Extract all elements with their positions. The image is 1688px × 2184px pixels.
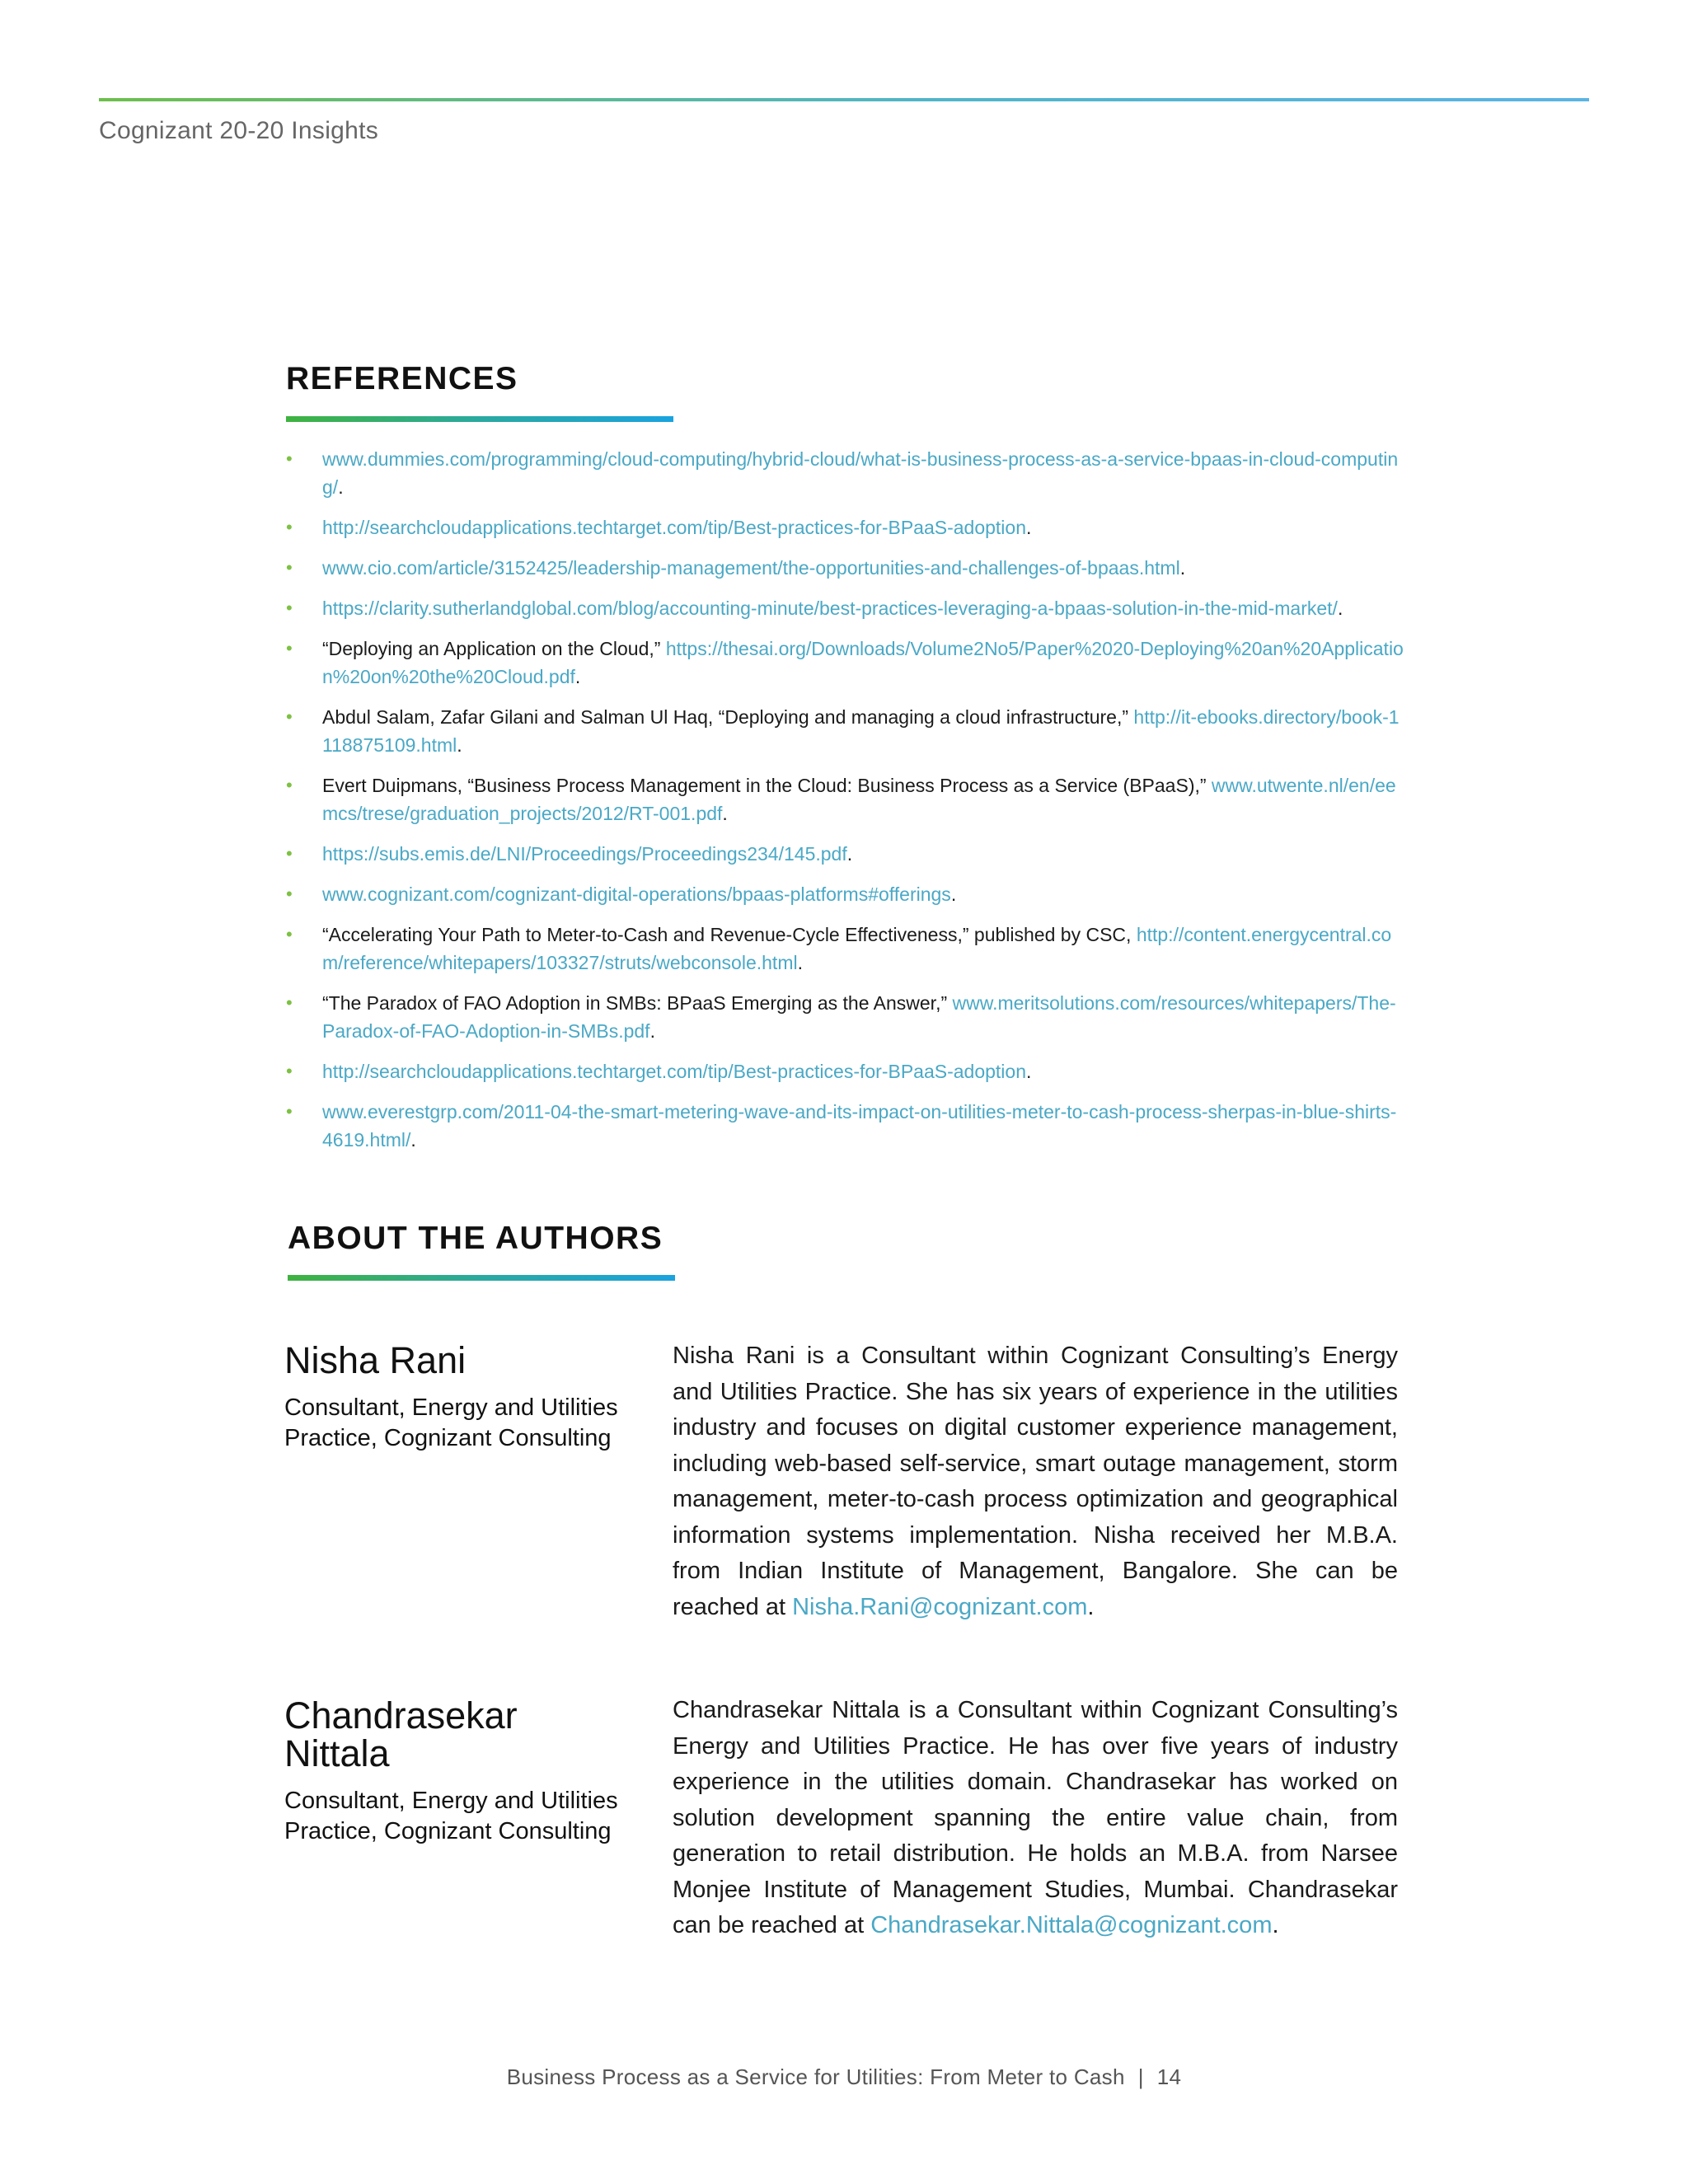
reference-punct: . (1179, 557, 1186, 579)
bullet-icon: • (286, 1101, 293, 1122)
reference-item (286, 840, 1407, 868)
author-bio (673, 1693, 1398, 1944)
references-list (286, 445, 1407, 1166)
reference-item (286, 594, 1407, 622)
references-heading-rule (286, 416, 673, 422)
reference-item (286, 771, 1407, 827)
references-heading: REFERENCES (286, 361, 518, 396)
bullet-icon: • (286, 598, 293, 618)
reference-item (286, 989, 1407, 1045)
reference-link[interactable]: www.cio.com/article/3152425/leadership-management/the-opportunities-and-challenges-of-bpaas.html (322, 557, 1180, 579)
author-bio-end: . (1087, 1593, 1095, 1620)
bullet-icon: • (286, 706, 293, 727)
bullet-icon: • (286, 557, 293, 578)
reference-item (286, 1098, 1407, 1154)
reference-item (286, 445, 1407, 501)
page-footer (0, 2064, 1688, 2090)
reference-text: “Accelerating Your Path to Meter-to-Cash and Revenue-Cycle Effectiveness,” published by CSC, (322, 924, 1137, 945)
reference-link[interactable]: www.dummies.com/programming/cloud-computing/hybrid-cloud/what-is-business-process-as-a-service-bpaas-in-cloud-computing/ (322, 448, 1399, 498)
reference-punct: . (950, 883, 957, 905)
bullet-icon: • (286, 1061, 293, 1081)
header-rule (99, 98, 1589, 101)
author-bio-text: Chandrasekar Nittala is a Consultant within Cognizant Consulting’s Energy and Utilities Practice. He has over five years of industry experience in the utilities domain. Chandrasekar has worked on solution development spanning the entire value chain, from generation to retail distribution. He holds an M.B.A. from Narsee Monjee Institute of Management Studies, Mumbai. Chandrasekar can be reached at (673, 1697, 1398, 1938)
reference-punct: . (457, 734, 462, 756)
reference-text: “The Paradox of FAO Adoption in SMBs: BPaaS Emerging as the Answer,” (322, 992, 953, 1014)
reference-punct: . (1026, 1061, 1032, 1082)
reference-link[interactable]: http://it-ebooks.directory/book-1118875109.html (322, 706, 1400, 756)
reference-punct: . (338, 476, 344, 498)
bullet-icon: • (286, 638, 293, 658)
reference-link[interactable]: https://clarity.sutherlandglobal.com/blog/accounting-minute/best-practices-leveraging-a-bpaas-solution-in-the-mid-market/ (322, 598, 1338, 619)
author-title: Consultant, Energy and Utilities Practice, Cognizant Consulting (284, 1394, 618, 1451)
reference-punct: . (649, 1020, 655, 1042)
author-email-link[interactable]: Nisha.Rani@cognizant.com (792, 1593, 1088, 1620)
reference-text: Abdul Salam, Zafar Gilani and Salman Ul Haq, “Deploying and managing a cloud infrastructure,” (322, 706, 1134, 728)
reference-item (286, 513, 1407, 541)
bullet-icon: • (286, 517, 293, 537)
reference-punct: . (1337, 598, 1343, 619)
author-email-link[interactable]: Chandrasekar.Nittala@cognizant.com (870, 1912, 1273, 1938)
footer-title: Business Process as a Service for Utilities: From Meter to Cash (506, 2064, 1125, 2089)
footer-separator: | (1137, 2064, 1144, 2089)
reference-punct: . (797, 952, 803, 973)
authors-heading: ABOUT THE AUTHORS (288, 1221, 663, 1256)
bullet-icon: • (286, 883, 293, 904)
bullet-icon: • (286, 843, 293, 864)
reference-item (286, 703, 1407, 759)
reference-punct: . (410, 1129, 416, 1151)
publication-label: Cognizant 20-20 Insights (99, 117, 379, 144)
author-name: Chandrasekar Nittala (284, 1694, 518, 1774)
authors-heading-rule (288, 1275, 675, 1281)
reference-link[interactable]: https://thesai.org/Downloads/Volume2No5/Paper%2020-Deploying%20an%20Application%20on%20the%20Cloud.pdf (322, 638, 1404, 687)
reference-link[interactable]: www.utwente.nl/en/eemcs/trese/graduation_projects/2012/RT-001.pdf (322, 775, 1396, 824)
author-title: Consultant, Energy and Utilities Practice, Cognizant Consulting (284, 1788, 618, 1844)
author-bio-text: Nisha Rani is a Consultant within Cognizant Consulting’s Energy and Utilities Practice. She has six years of experience in the utilities industry and focuses on digital customer experience management, including web-based self-service, smart outage management, storm management, meter-to-cash process optimization and geographical information systems implementation. Nisha received her M.B.A. from Indian Institute of Management, Bangalore. She can be reached at (673, 1343, 1398, 1620)
bullet-icon: • (286, 992, 293, 1013)
reference-text: “Deploying an Application on the Cloud,” (322, 638, 666, 659)
reference-punct: . (846, 843, 853, 865)
reference-punct: . (574, 666, 581, 687)
reference-text: Evert Duipmans, “Business Process Management in the Cloud: Business Process as a Service (BPaaS),” (322, 775, 1212, 796)
reference-punct: . (722, 803, 728, 824)
page-number: 14 (1156, 2064, 1182, 2089)
reference-link[interactable]: http://searchcloudapplications.techtarget.com/tip/Best-practices-for-BPaaS-adoption (322, 1061, 1026, 1082)
reference-link[interactable]: www.cognizant.com/cognizant-digital-operations/bpaas-platforms#offerings (322, 883, 951, 905)
reference-item (286, 880, 1407, 908)
bullet-icon: • (286, 924, 293, 944)
reference-punct: . (1026, 517, 1032, 538)
reference-item (286, 1057, 1407, 1085)
author-bio (673, 1338, 1398, 1625)
reference-item (286, 921, 1407, 977)
reference-link[interactable]: http://searchcloudapplications.techtarget.com/tip/Best-practices-for-BPaaS-adoption (322, 517, 1026, 538)
bullet-icon: • (286, 448, 293, 469)
reference-link[interactable]: www.meritsolutions.com/resources/whitepapers/The-Paradox-of-FAO-Adoption-in-SMBs.pdf (322, 992, 1396, 1042)
reference-link[interactable]: http://content.energycentral.com/reference/whitepapers/103327/struts/webconsole.html (322, 924, 1392, 973)
reference-item (286, 554, 1407, 582)
reference-link[interactable]: https://subs.emis.de/LNI/Proceedings/Proceedings234/145.pdf (322, 843, 847, 865)
reference-item (286, 635, 1407, 691)
author-bio-end: . (1272, 1912, 1279, 1938)
reference-link[interactable]: www.everestgrp.com/2011-04-the-smart-metering-wave-and-its-impact-on-utilities-meter-to-cash-process-sherpas-in-blue-shirts-4619.html/ (322, 1101, 1397, 1151)
bullet-icon: • (286, 775, 293, 795)
author-name: Nisha Rani (284, 1339, 467, 1381)
